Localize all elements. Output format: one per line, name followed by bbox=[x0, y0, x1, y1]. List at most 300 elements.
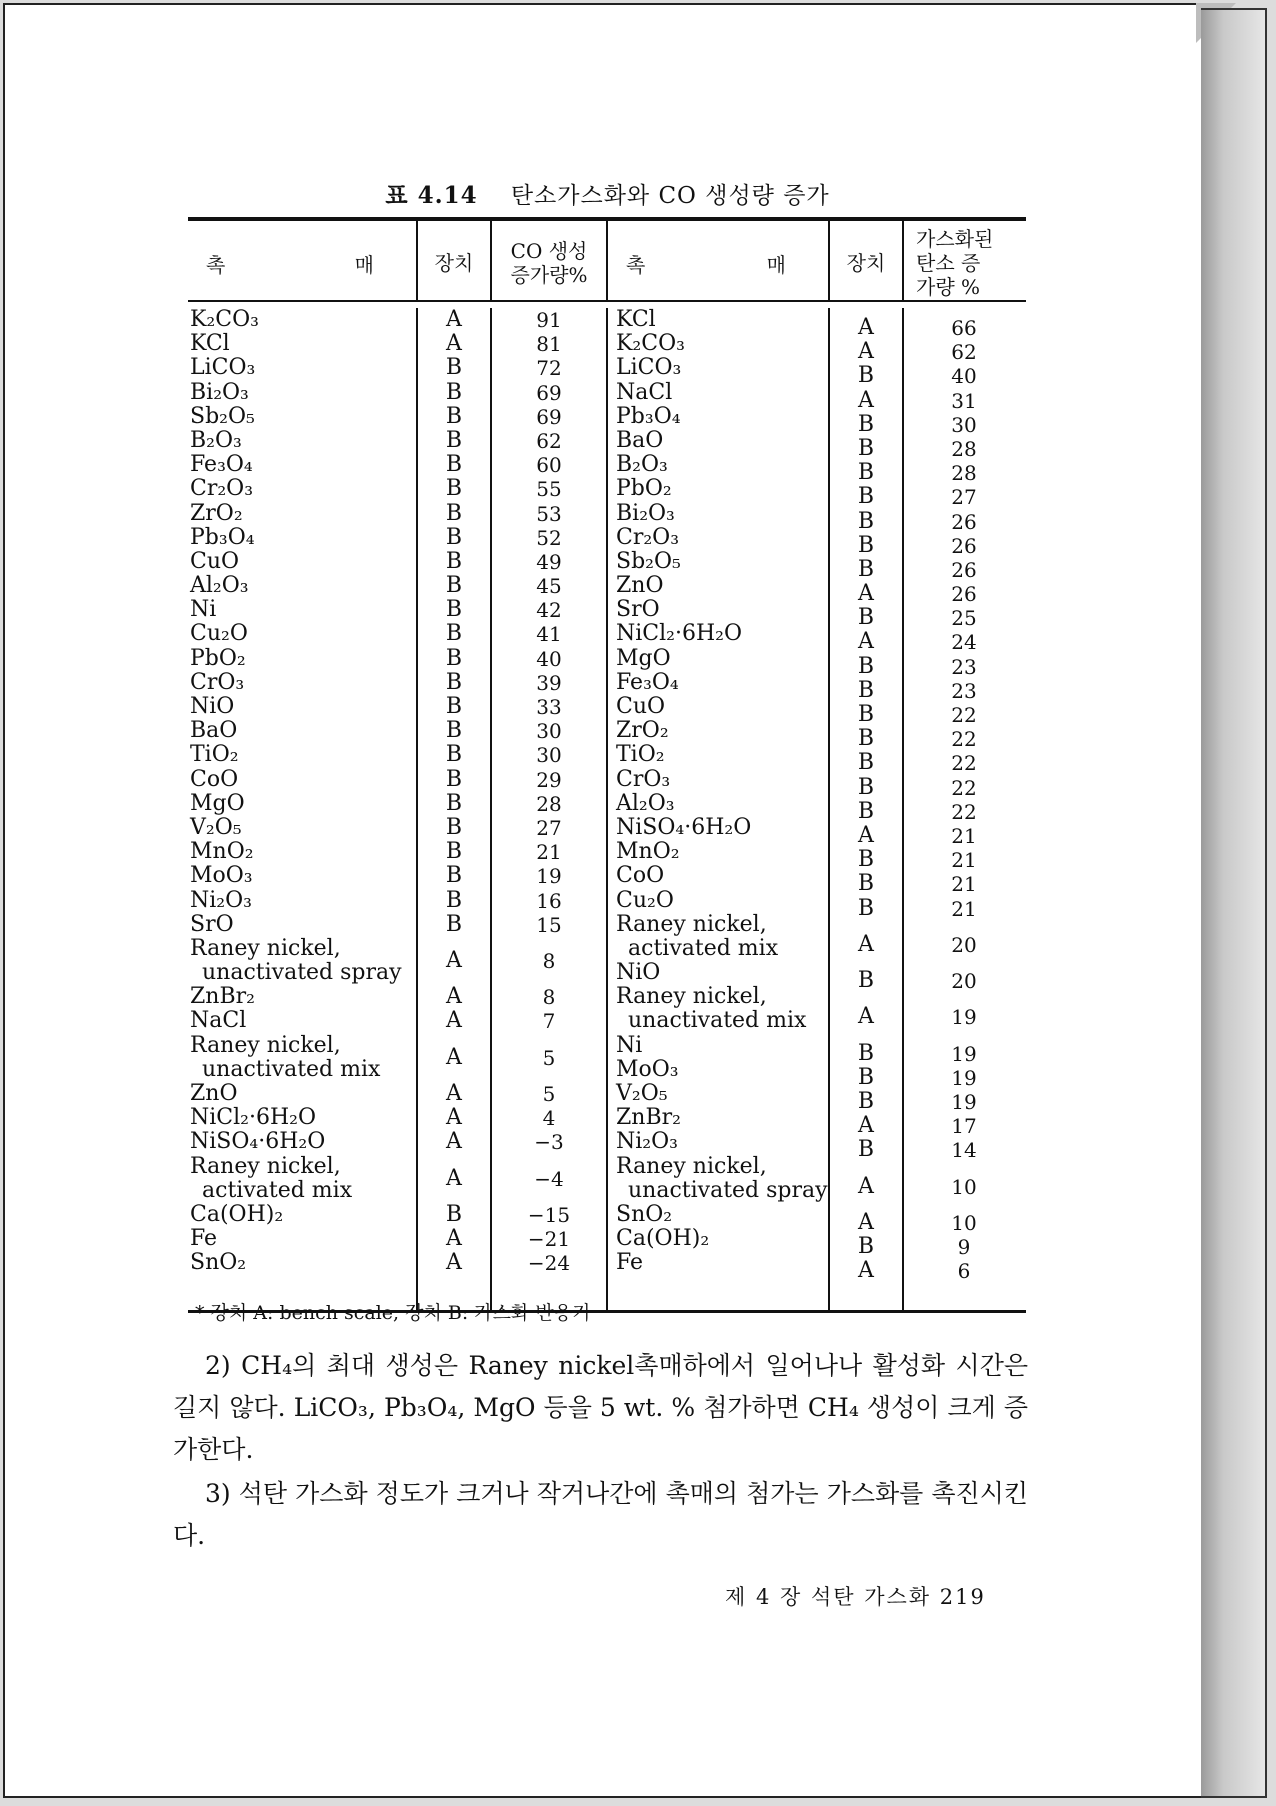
left-catalyst-name: V₂O₅ bbox=[190, 814, 242, 840]
right-catalyst-cell bbox=[608, 1251, 828, 1275]
left-value-cell: 52 bbox=[536, 525, 562, 550]
right-catalyst-name: B₂O₃ bbox=[616, 452, 668, 478]
left-catalyst-cell bbox=[188, 1009, 416, 1033]
left-value-cell: 7 bbox=[542, 1009, 556, 1034]
right-value-cell: 26 bbox=[951, 533, 977, 558]
left-catalyst-cell bbox=[188, 1034, 416, 1082]
right-device-cell: B bbox=[857, 508, 875, 534]
left-catalyst-cell bbox=[188, 598, 416, 622]
right-value-cell: 28 bbox=[951, 436, 977, 461]
right-catalyst-cell bbox=[608, 526, 828, 550]
header-carbon-line1: 가스화된 bbox=[916, 227, 994, 251]
left-catalyst-name-line2: unactivated mix bbox=[202, 1056, 381, 1082]
right-device-cell: B bbox=[857, 435, 875, 461]
table-caption bbox=[190, 177, 1025, 210]
left-value-cell: −21 bbox=[527, 1227, 571, 1252]
right-device-cell: B bbox=[857, 798, 875, 824]
left-catalyst-cell bbox=[188, 574, 416, 598]
right-carbon-column bbox=[902, 308, 1024, 1310]
right-catalyst-name: ZrO₂ bbox=[616, 718, 669, 744]
left-value-cell: 91 bbox=[536, 308, 562, 332]
left-catalyst-name: Raney nickel, bbox=[190, 935, 341, 961]
right-value-cell: 24 bbox=[951, 630, 977, 655]
left-catalyst-cell bbox=[188, 1106, 416, 1130]
header-carbon-increase bbox=[902, 221, 1024, 300]
left-catalyst-cell bbox=[188, 622, 416, 646]
left-value-cell: 49 bbox=[536, 549, 562, 574]
left-device-cell: B bbox=[445, 476, 463, 502]
right-catalyst-cell bbox=[608, 429, 828, 453]
right-catalyst-name-line2: unactivated spray bbox=[628, 1177, 828, 1203]
right-value-cell: 19 bbox=[951, 1041, 977, 1066]
left-catalyst-column bbox=[188, 308, 416, 1310]
left-catalyst-name: NiSO₄·6H₂O bbox=[190, 1129, 326, 1155]
right-device-cell: A bbox=[858, 315, 874, 340]
right-catalyst-name: Cu₂O bbox=[616, 887, 674, 913]
left-value-cell: 40 bbox=[536, 646, 562, 671]
right-catalyst-name: Ni₂O₃ bbox=[616, 1129, 678, 1155]
right-catalyst-name: SrO bbox=[616, 597, 660, 623]
left-device-cell: A bbox=[446, 947, 462, 973]
header-device-2: 장치 bbox=[828, 221, 902, 300]
right-device-cell: A bbox=[858, 822, 874, 848]
left-value-cell: 41 bbox=[536, 622, 562, 647]
right-catalyst-cell bbox=[608, 889, 828, 913]
right-device-cell: B bbox=[857, 677, 875, 703]
right-catalyst-cell bbox=[608, 840, 828, 864]
right-value-cell: 21 bbox=[951, 823, 977, 848]
right-catalyst-name: Raney nickel, bbox=[616, 1153, 767, 1179]
right-value-cell: 22 bbox=[951, 703, 977, 727]
right-catalyst-cell bbox=[608, 381, 828, 405]
left-catalyst-name: Cr₂O₃ bbox=[190, 476, 254, 502]
left-device-cell: A bbox=[446, 1008, 462, 1034]
right-catalyst-cell bbox=[608, 1106, 828, 1130]
left-catalyst-name: Pb₃O₄ bbox=[190, 524, 255, 550]
header-carbon-line3: 가량 % bbox=[916, 275, 981, 299]
left-value-cell: 15 bbox=[536, 912, 562, 937]
left-value-cell: 16 bbox=[536, 888, 562, 913]
right-catalyst-name: Fe₃O₄ bbox=[616, 669, 679, 695]
right-value-cell: 22 bbox=[951, 751, 977, 776]
left-device-cell: A bbox=[446, 1165, 462, 1191]
left-device-cell: B bbox=[445, 452, 463, 478]
right-value-cell: 22 bbox=[951, 775, 977, 800]
right-catalyst-name: BaO bbox=[616, 427, 664, 453]
left-catalyst-cell bbox=[188, 1251, 416, 1275]
left-catalyst-cell bbox=[188, 768, 416, 792]
right-catalyst-cell bbox=[608, 768, 828, 792]
right-value-cell: 22 bbox=[951, 799, 977, 824]
left-value-cell: 39 bbox=[536, 670, 562, 695]
right-catalyst-cell bbox=[608, 1082, 828, 1106]
header-carbon-line2: 탄소 증 bbox=[916, 251, 981, 275]
right-device-cell: B bbox=[857, 1040, 875, 1066]
left-catalyst-cell bbox=[188, 550, 416, 574]
right-value-cell: 19 bbox=[951, 1005, 977, 1030]
left-catalyst-name: Ni bbox=[190, 597, 217, 623]
left-value-cell: 81 bbox=[536, 332, 562, 357]
right-catalyst-cell bbox=[608, 719, 828, 743]
right-catalyst-name: PbO₂ bbox=[616, 476, 672, 502]
right-catalyst-cell bbox=[608, 1227, 828, 1251]
left-device-cell: B bbox=[445, 548, 463, 574]
left-catalyst-cell bbox=[188, 1227, 416, 1251]
left-catalyst-name: CuO bbox=[190, 548, 240, 574]
right-catalyst-name: NiO bbox=[616, 960, 661, 986]
right-device-cell: B bbox=[857, 484, 875, 510]
right-device-cell: A bbox=[858, 387, 874, 413]
left-catalyst-cell bbox=[188, 381, 416, 405]
catalyst-table bbox=[188, 217, 1026, 1313]
right-device-cell: A bbox=[858, 1258, 874, 1284]
right-catalyst-cell bbox=[608, 308, 828, 332]
left-catalyst-name: BaO bbox=[190, 718, 238, 744]
right-catalyst-name: CrO₃ bbox=[616, 766, 671, 792]
right-device-cell: B bbox=[857, 1137, 875, 1163]
right-value-cell: 26 bbox=[951, 509, 977, 534]
header-catalyst bbox=[188, 221, 416, 300]
left-value-cell: 69 bbox=[536, 404, 562, 429]
left-device-cell: B bbox=[445, 645, 463, 671]
left-value-cell: −4 bbox=[534, 1166, 564, 1191]
header-co-line2: 증가량% bbox=[510, 263, 588, 287]
left-value-cell: 60 bbox=[536, 453, 562, 478]
left-catalyst-name-line2: unactivated spray bbox=[202, 959, 402, 985]
right-device-cell: B bbox=[857, 411, 875, 437]
right-catalyst-name: CuO bbox=[616, 694, 666, 719]
right-catalyst-name: MgO bbox=[616, 645, 671, 671]
left-device-cell: B bbox=[445, 718, 463, 744]
table-header bbox=[188, 221, 1026, 300]
right-catalyst-name: Raney nickel, bbox=[616, 911, 767, 937]
left-catalyst-name: K₂CO₃ bbox=[190, 307, 259, 332]
left-value-cell: 19 bbox=[536, 864, 562, 889]
right-value-cell: 62 bbox=[951, 340, 977, 365]
left-value-cell: 42 bbox=[536, 598, 562, 623]
right-catalyst-name: Ni bbox=[616, 1032, 643, 1058]
left-catalyst-name: Fe₃O₄ bbox=[190, 452, 253, 478]
left-catalyst-cell bbox=[188, 1203, 416, 1227]
right-catalyst-cell bbox=[608, 453, 828, 477]
left-catalyst-cell bbox=[188, 816, 416, 840]
left-catalyst-name: Al₂O₃ bbox=[190, 573, 249, 599]
left-value-cell: 8 bbox=[542, 985, 556, 1010]
left-device-cell: B bbox=[445, 573, 463, 599]
right-value-cell: 20 bbox=[951, 969, 977, 994]
right-value-cell: 27 bbox=[951, 485, 977, 510]
left-co-column bbox=[490, 308, 606, 1310]
left-device-cell: B bbox=[445, 403, 463, 429]
right-catalyst-name: NiCl₂·6H₂O bbox=[616, 621, 743, 647]
right-value-cell: 25 bbox=[951, 606, 977, 631]
left-catalyst-cell bbox=[188, 1082, 416, 1106]
right-device-cell: B bbox=[857, 774, 875, 800]
right-catalyst-name: Pb₃O₄ bbox=[616, 403, 681, 429]
left-catalyst-cell bbox=[188, 308, 416, 332]
left-value-cell: 29 bbox=[536, 767, 562, 792]
left-catalyst-cell bbox=[188, 477, 416, 501]
right-catalyst-cell bbox=[608, 1155, 828, 1203]
right-catalyst-name: K₂CO₃ bbox=[616, 331, 685, 357]
left-catalyst-name: LiCO₃ bbox=[190, 355, 256, 381]
left-device-cell: B bbox=[445, 355, 463, 381]
right-value-cell: 31 bbox=[951, 388, 977, 413]
left-catalyst-cell bbox=[188, 719, 416, 743]
right-catalyst-cell bbox=[608, 913, 828, 961]
left-value-cell: 53 bbox=[536, 501, 562, 526]
right-value-cell: 21 bbox=[951, 896, 977, 921]
left-catalyst-name: CoO bbox=[190, 766, 239, 792]
right-catalyst-name: MnO₂ bbox=[616, 839, 680, 865]
right-catalyst-cell bbox=[608, 864, 828, 888]
right-device-cell: B bbox=[857, 532, 875, 558]
left-catalyst-name: MgO bbox=[190, 790, 245, 816]
right-value-cell: 10 bbox=[951, 1210, 977, 1235]
left-value-cell: −24 bbox=[527, 1251, 571, 1276]
left-value-cell: −3 bbox=[534, 1130, 564, 1155]
table-footnote: * 장치 A: bench scale, 장치 B: 가스화 반응기 bbox=[195, 1302, 591, 1324]
right-catalyst-cell bbox=[608, 405, 828, 429]
left-catalyst-cell bbox=[188, 429, 416, 453]
left-catalyst-cell bbox=[188, 502, 416, 526]
right-catalyst-cell bbox=[608, 477, 828, 501]
right-device-cell: A bbox=[858, 1173, 874, 1199]
left-catalyst-name: Sb₂O₅ bbox=[190, 403, 255, 429]
left-device-cell: B bbox=[445, 742, 463, 768]
left-device-cell: A bbox=[446, 984, 462, 1010]
right-value-cell: 66 bbox=[951, 316, 977, 340]
right-value-cell: 40 bbox=[951, 364, 977, 389]
right-catalyst-cell bbox=[608, 1203, 828, 1227]
left-catalyst-cell bbox=[188, 671, 416, 695]
left-value-cell: 30 bbox=[536, 719, 562, 744]
left-value-cell: 72 bbox=[536, 356, 562, 381]
left-catalyst-cell bbox=[188, 453, 416, 477]
right-catalyst-name: Cr₂O₃ bbox=[616, 524, 680, 550]
left-device-cell: B bbox=[445, 427, 463, 453]
right-device-cell: B bbox=[857, 968, 875, 994]
left-catalyst-name: B₂O₃ bbox=[190, 427, 242, 453]
right-value-cell: 23 bbox=[951, 678, 977, 703]
right-catalyst-column bbox=[606, 308, 828, 1310]
left-catalyst-cell bbox=[188, 356, 416, 380]
right-value-cell: 21 bbox=[951, 872, 977, 897]
left-device-cell: B bbox=[445, 766, 463, 792]
right-value-cell: 19 bbox=[951, 1090, 977, 1115]
left-catalyst-cell bbox=[188, 913, 416, 937]
page-footer: 제 4 장 석탄 가스화 219 bbox=[725, 1585, 986, 1609]
left-catalyst-cell bbox=[188, 864, 416, 888]
right-device-cell: B bbox=[857, 847, 875, 873]
left-device-cell: B bbox=[445, 597, 463, 623]
left-catalyst-cell bbox=[188, 889, 416, 913]
right-catalyst-name: NaCl bbox=[616, 379, 673, 405]
right-value-cell: 6 bbox=[957, 1259, 971, 1284]
right-value-cell: 22 bbox=[951, 727, 977, 752]
right-catalyst-name-line2: unactivated mix bbox=[628, 1008, 807, 1034]
left-value-cell: 27 bbox=[536, 815, 562, 840]
right-value-cell: 21 bbox=[951, 848, 977, 873]
right-value-cell: 26 bbox=[951, 557, 977, 582]
table-body bbox=[188, 302, 1026, 1310]
left-catalyst-name: NaCl bbox=[190, 1008, 247, 1034]
right-catalyst-name: Fe bbox=[616, 1250, 644, 1276]
right-catalyst-cell bbox=[608, 985, 828, 1033]
right-value-cell: 17 bbox=[951, 1114, 977, 1139]
left-value-cell: 5 bbox=[542, 1082, 556, 1107]
table-number: 표 4.14 bbox=[385, 182, 478, 209]
header-catalyst2-b: 매 bbox=[766, 253, 786, 277]
left-device-cell: B bbox=[445, 839, 463, 865]
right-device-cell: B bbox=[857, 702, 875, 727]
left-catalyst-name: Cu₂O bbox=[190, 621, 248, 647]
left-catalyst-name: Bi₂O₃ bbox=[190, 379, 249, 405]
right-device-cell: B bbox=[857, 605, 875, 631]
left-catalyst-name-line2: activated mix bbox=[202, 1177, 353, 1203]
left-catalyst-name: NiCl₂·6H₂O bbox=[190, 1105, 317, 1131]
left-device-cell: B bbox=[445, 1201, 463, 1227]
right-catalyst-cell bbox=[608, 792, 828, 816]
right-catalyst-name: KCl bbox=[616, 307, 656, 332]
right-device-cell: B bbox=[857, 1089, 875, 1115]
left-device-cell: B bbox=[445, 621, 463, 647]
right-device-cell: B bbox=[857, 1064, 875, 1090]
left-device-cell: B bbox=[445, 500, 463, 526]
left-device-cell: B bbox=[445, 911, 463, 937]
right-catalyst-name: TiO₂ bbox=[616, 742, 665, 768]
left-value-cell: 45 bbox=[536, 574, 562, 599]
left-device-cell: B bbox=[445, 887, 463, 913]
right-device-cell: B bbox=[857, 750, 875, 776]
left-device-cell: B bbox=[445, 814, 463, 840]
left-device-cell: A bbox=[446, 1044, 462, 1070]
left-catalyst-name: Raney nickel, bbox=[190, 1153, 341, 1179]
header-co-line1: CO 생성 bbox=[510, 239, 588, 263]
right-catalyst-cell bbox=[608, 356, 828, 380]
left-catalyst-name: SnO₂ bbox=[190, 1250, 247, 1276]
right-catalyst-cell bbox=[608, 743, 828, 767]
left-value-cell: −15 bbox=[527, 1202, 571, 1227]
paragraph-3: 3) 석탄 가스화 정도가 크거나 작거나간에 촉매의 첨가는 가스화를 촉진시킨다. bbox=[173, 1479, 1028, 1550]
left-catalyst-name: CrO₃ bbox=[190, 669, 245, 695]
right-catalyst-cell bbox=[608, 574, 828, 598]
left-catalyst-cell bbox=[188, 743, 416, 767]
left-value-cell: 55 bbox=[536, 477, 562, 502]
left-catalyst-name: Fe bbox=[190, 1226, 218, 1252]
header-catalyst-b: 매 bbox=[354, 253, 374, 277]
left-catalyst-cell bbox=[188, 695, 416, 719]
left-catalyst-cell bbox=[188, 840, 416, 864]
left-value-cell: 28 bbox=[536, 791, 562, 816]
left-device-cell: B bbox=[445, 694, 463, 719]
right-device-cell: A bbox=[858, 339, 874, 365]
right-value-cell: 20 bbox=[951, 932, 977, 957]
right-device-cell: A bbox=[858, 1209, 874, 1235]
right-catalyst-cell bbox=[608, 598, 828, 622]
right-device-cell: B bbox=[857, 871, 875, 897]
left-catalyst-cell bbox=[188, 332, 416, 356]
left-device-cell: B bbox=[445, 669, 463, 695]
left-catalyst-cell bbox=[188, 985, 416, 1009]
left-catalyst-name: Raney nickel, bbox=[190, 1032, 341, 1058]
right-value-cell: 30 bbox=[951, 412, 977, 437]
left-catalyst-name: ZnO bbox=[190, 1081, 238, 1107]
left-catalyst-cell bbox=[188, 937, 416, 985]
header-catalyst-2 bbox=[606, 221, 828, 300]
right-catalyst-cell bbox=[608, 1034, 828, 1058]
left-catalyst-cell bbox=[188, 526, 416, 550]
right-catalyst-name: Al₂O₃ bbox=[616, 790, 675, 816]
left-device-cell: A bbox=[446, 331, 462, 357]
right-value-cell: 19 bbox=[951, 1065, 977, 1090]
right-value-cell: 28 bbox=[951, 461, 977, 486]
right-catalyst-name: CoO bbox=[616, 863, 665, 889]
right-device-cell: B bbox=[857, 556, 875, 582]
right-value-cell: 26 bbox=[951, 582, 977, 607]
right-catalyst-name: MoO₃ bbox=[616, 1056, 679, 1082]
right-catalyst-cell bbox=[608, 550, 828, 574]
left-catalyst-name: MoO₃ bbox=[190, 863, 253, 889]
left-device-cell: A bbox=[446, 1226, 462, 1252]
table-title: 탄소가스화와 CO 생성량 증가 bbox=[510, 183, 830, 209]
left-catalyst-name: NiO bbox=[190, 694, 235, 719]
left-catalyst-name: MnO₂ bbox=[190, 839, 254, 865]
right-device-cell: B bbox=[857, 363, 875, 389]
right-value-cell: 23 bbox=[951, 654, 977, 679]
right-catalyst-name: V₂O₅ bbox=[616, 1081, 668, 1107]
right-catalyst-name: Bi₂O₃ bbox=[616, 500, 675, 526]
right-catalyst-cell bbox=[608, 1058, 828, 1082]
left-value-cell: 62 bbox=[536, 428, 562, 453]
header-co-increase bbox=[490, 221, 606, 300]
right-catalyst-name: Raney nickel, bbox=[616, 984, 767, 1010]
left-catalyst-cell bbox=[188, 1155, 416, 1203]
left-device-cell: B bbox=[445, 379, 463, 405]
left-catalyst-name: KCl bbox=[190, 331, 230, 357]
left-catalyst-cell bbox=[188, 1130, 416, 1154]
right-device-cell: B bbox=[857, 895, 875, 921]
right-catalyst-name: Ca(OH)₂ bbox=[616, 1226, 710, 1252]
left-catalyst-name: ZrO₂ bbox=[190, 500, 243, 526]
left-catalyst-name: Ca(OH)₂ bbox=[190, 1201, 284, 1227]
left-value-cell: 5 bbox=[542, 1045, 556, 1070]
right-device-cell: A bbox=[858, 629, 874, 655]
right-catalyst-name: ZnBr₂ bbox=[616, 1105, 681, 1131]
left-device-cell: B bbox=[445, 863, 463, 889]
left-device-cell: B bbox=[445, 790, 463, 816]
right-catalyst-cell bbox=[608, 502, 828, 526]
right-catalyst-name: SnO₂ bbox=[616, 1201, 673, 1227]
right-catalyst-cell bbox=[608, 671, 828, 695]
left-catalyst-name: SrO bbox=[190, 911, 234, 937]
right-catalyst-name: LiCO₃ bbox=[616, 355, 682, 381]
right-catalyst-name: ZnO bbox=[616, 573, 664, 599]
header-device: 장치 bbox=[416, 221, 490, 300]
left-catalyst-cell bbox=[188, 405, 416, 429]
header-catalyst-a: 촉 bbox=[206, 253, 226, 277]
header-catalyst2-a: 촉 bbox=[626, 253, 646, 277]
left-catalyst-name: ZnBr₂ bbox=[190, 984, 255, 1010]
left-device-cell: B bbox=[445, 524, 463, 550]
paragraph-2: 2) CH₄의 최대 생성은 Raney nickel촉매하에서 일어나나 활성화 시간은 길지 않다. LiCO₃, Pb₃O₄, MgO 등을 5 wt. % 첨가하면 CH₄ 생성이 크게 증가한다. bbox=[173, 1351, 1028, 1464]
right-device-cell: A bbox=[858, 581, 874, 607]
right-device-column bbox=[828, 308, 902, 1310]
left-device-cell: A bbox=[446, 1129, 462, 1155]
right-catalyst-cell bbox=[608, 622, 828, 646]
right-catalyst-name: Sb₂O₅ bbox=[616, 548, 681, 574]
right-value-cell: 9 bbox=[957, 1235, 971, 1260]
